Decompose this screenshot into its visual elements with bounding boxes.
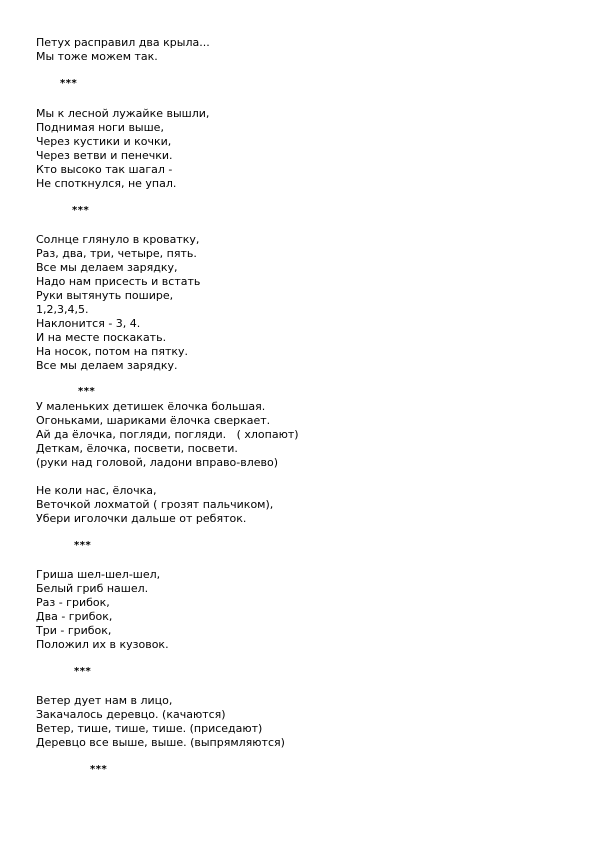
- verse-line: У маленьких детишек ёлочка большая.: [36, 400, 266, 413]
- verse-line: На носок, потом на пятку.: [36, 345, 188, 358]
- verse-line: Ветер дует нам в лицо,: [36, 694, 173, 707]
- verse-line: Убери иголочки дальше от ребяток.: [36, 512, 247, 525]
- verse-line: Деткам, ёлочка, посвети, посвети.: [36, 442, 238, 455]
- verse-line: 1,2,3,4,5.: [36, 303, 89, 316]
- verse-line: Деревцо все выше, выше. (выпрямляются): [36, 736, 285, 749]
- separator-stars: ***: [60, 78, 78, 89]
- verse-line: Закачалось деревцо. (качаются): [36, 708, 226, 721]
- verse-line: Наклонится - 3, 4.: [36, 317, 141, 330]
- verse-line: Раз, два, три, четыре, пять.: [36, 247, 197, 260]
- verse-line: Солнце глянуло в кроватку,: [36, 233, 200, 246]
- verse-line: Кто высоко так шагал -: [36, 163, 173, 176]
- verse-line: Веточкой лохматой ( грозят пальчиком),: [36, 498, 274, 511]
- verse-line: Гриша шел-шел-шел,: [36, 568, 161, 581]
- verse-line: Не споткнулся, не упал.: [36, 177, 177, 190]
- verse-line: Не коли нас, ёлочка,: [36, 484, 157, 497]
- verse-line: Огоньками, шариками ёлочка сверкает.: [36, 414, 271, 427]
- verse-line: Мы тоже можем так.: [36, 50, 158, 63]
- verse-line: (руки над головой, ладони вправо-влево): [36, 456, 279, 469]
- verse-line: Через ветви и пенечки.: [36, 149, 173, 162]
- verse-line: Мы к лесной лужайке вышли,: [36, 107, 210, 120]
- verse-line: Ветер, тише, тише, тише. (приседают): [36, 722, 263, 735]
- verse-line: И на месте поскакать.: [36, 331, 167, 344]
- verse-line: Поднимая ноги выше,: [36, 121, 164, 134]
- verse-line: Руки вытянуть пошире,: [36, 289, 174, 302]
- verse-line: Три - грибок,: [36, 624, 112, 637]
- separator-stars: ***: [72, 205, 90, 216]
- verse-line: Раз - грибок,: [36, 596, 110, 609]
- verse-line: Белый гриб нашел.: [36, 582, 149, 595]
- verse-line: Петух расправил два крыла...: [36, 36, 210, 49]
- verse-line: Все мы делаем зарядку,: [36, 261, 178, 274]
- verse-line: Через кустики и кочки,: [36, 135, 172, 148]
- separator-stars: ***: [74, 666, 92, 677]
- verse-line: Два - грибок,: [36, 610, 113, 623]
- verse-line: Надо нам присесть и встать: [36, 275, 201, 288]
- verse-line: Все мы делаем зарядку.: [36, 359, 178, 372]
- separator-stars: ***: [74, 540, 92, 551]
- separator-stars: ***: [90, 764, 108, 775]
- verse-line: Положил их в кузовок.: [36, 638, 169, 651]
- verse-line: Ай да ёлочка, погляди, погляди. ( хлопают): [36, 428, 299, 441]
- separator-stars: ***: [78, 386, 96, 397]
